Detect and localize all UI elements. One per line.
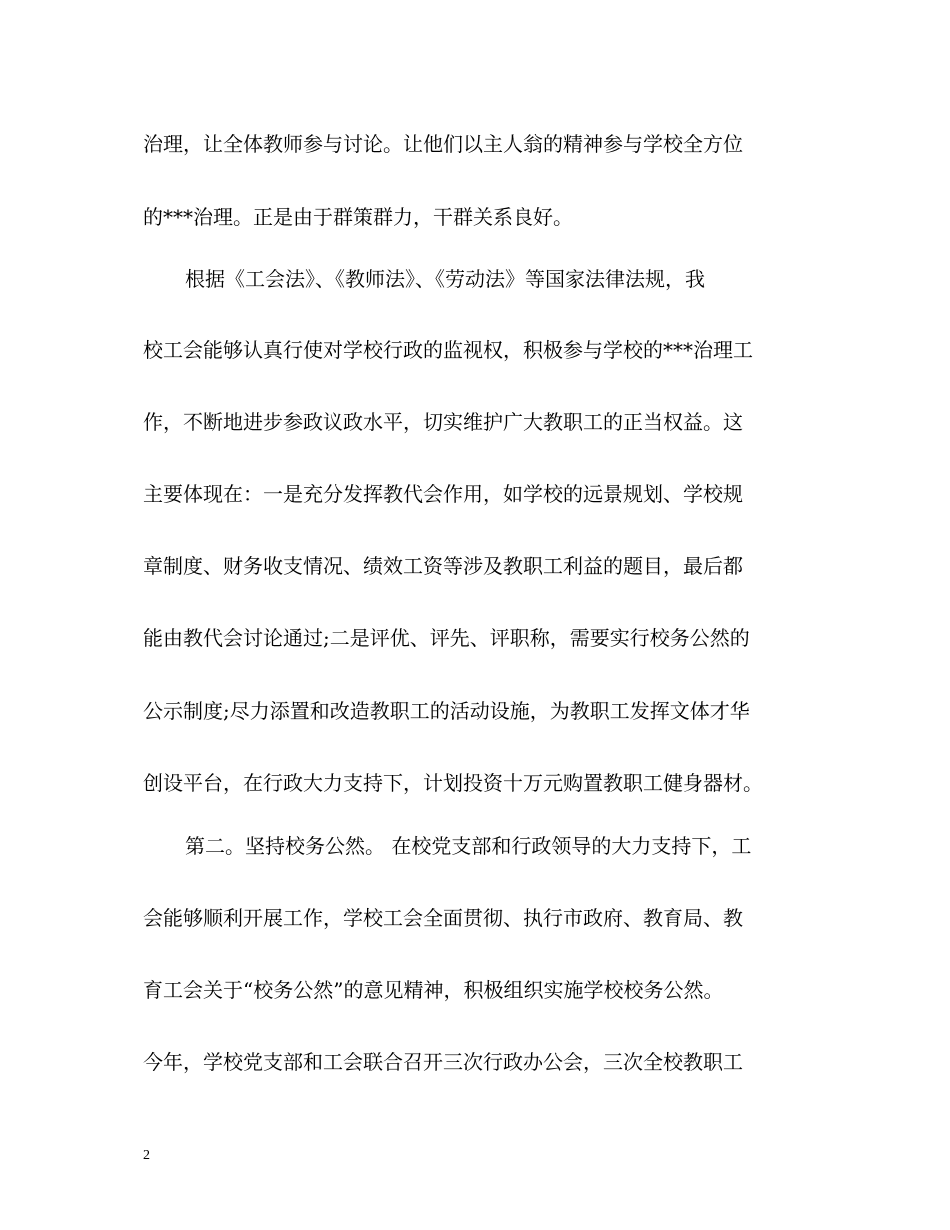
- text-line: 能由教代会讨论通过;二是评优、评先、评职称，需要实行校务公然的: [143, 626, 750, 650]
- text-line: 会能够顺利开展工作，学校工会全面贯彻、执行市政府、教育局、教: [143, 906, 743, 930]
- paragraph-first-line: 第二。坚持校务公然。 在校党支部和行政领导的大力支持下，工: [185, 834, 752, 858]
- page-number: 2: [143, 1148, 150, 1163]
- text-line: 作，不断地进步参政议政水平，切实维护广大教职工的正当权益。这: [143, 410, 743, 434]
- text-line: 章制度、财务收支情况、绩效工资等涉及教职工利益的题目，最后都: [143, 554, 743, 578]
- paragraph-first-line: 根据《工会法》、《教师法》、《劳动法》等国家法律法规，我: [185, 267, 705, 291]
- text-line: 育工会关于“校务公然”的意见精神，积极组织实施学校校务公然。: [143, 978, 724, 1002]
- text-line: 校工会能够认真行使对学校行政的监视权，积极参与学校的***治理工: [143, 338, 753, 362]
- text-line: 公示制度;尽力添置和改造教职工的活动设施，为教职工发挥文体才华: [143, 699, 750, 723]
- text-line: 治理，让全体教师参与讨论。让他们以主人翁的精神参与学校全方位: [143, 132, 743, 156]
- text-line: 今年，学校党支部和工会联合召开三次行政办公会，三次全校教职工: [143, 1050, 743, 1074]
- text-line: 主要体现在：一是充分发挥教代会作用，如学校的远景规划、学校规: [143, 482, 743, 506]
- text-line: 的***治理。正是由于群策群力，干群关系良好。: [143, 205, 573, 229]
- text-line: 创设平台，在行政大力支持下，计划投资十万元购置教职工健身器材。: [143, 771, 763, 795]
